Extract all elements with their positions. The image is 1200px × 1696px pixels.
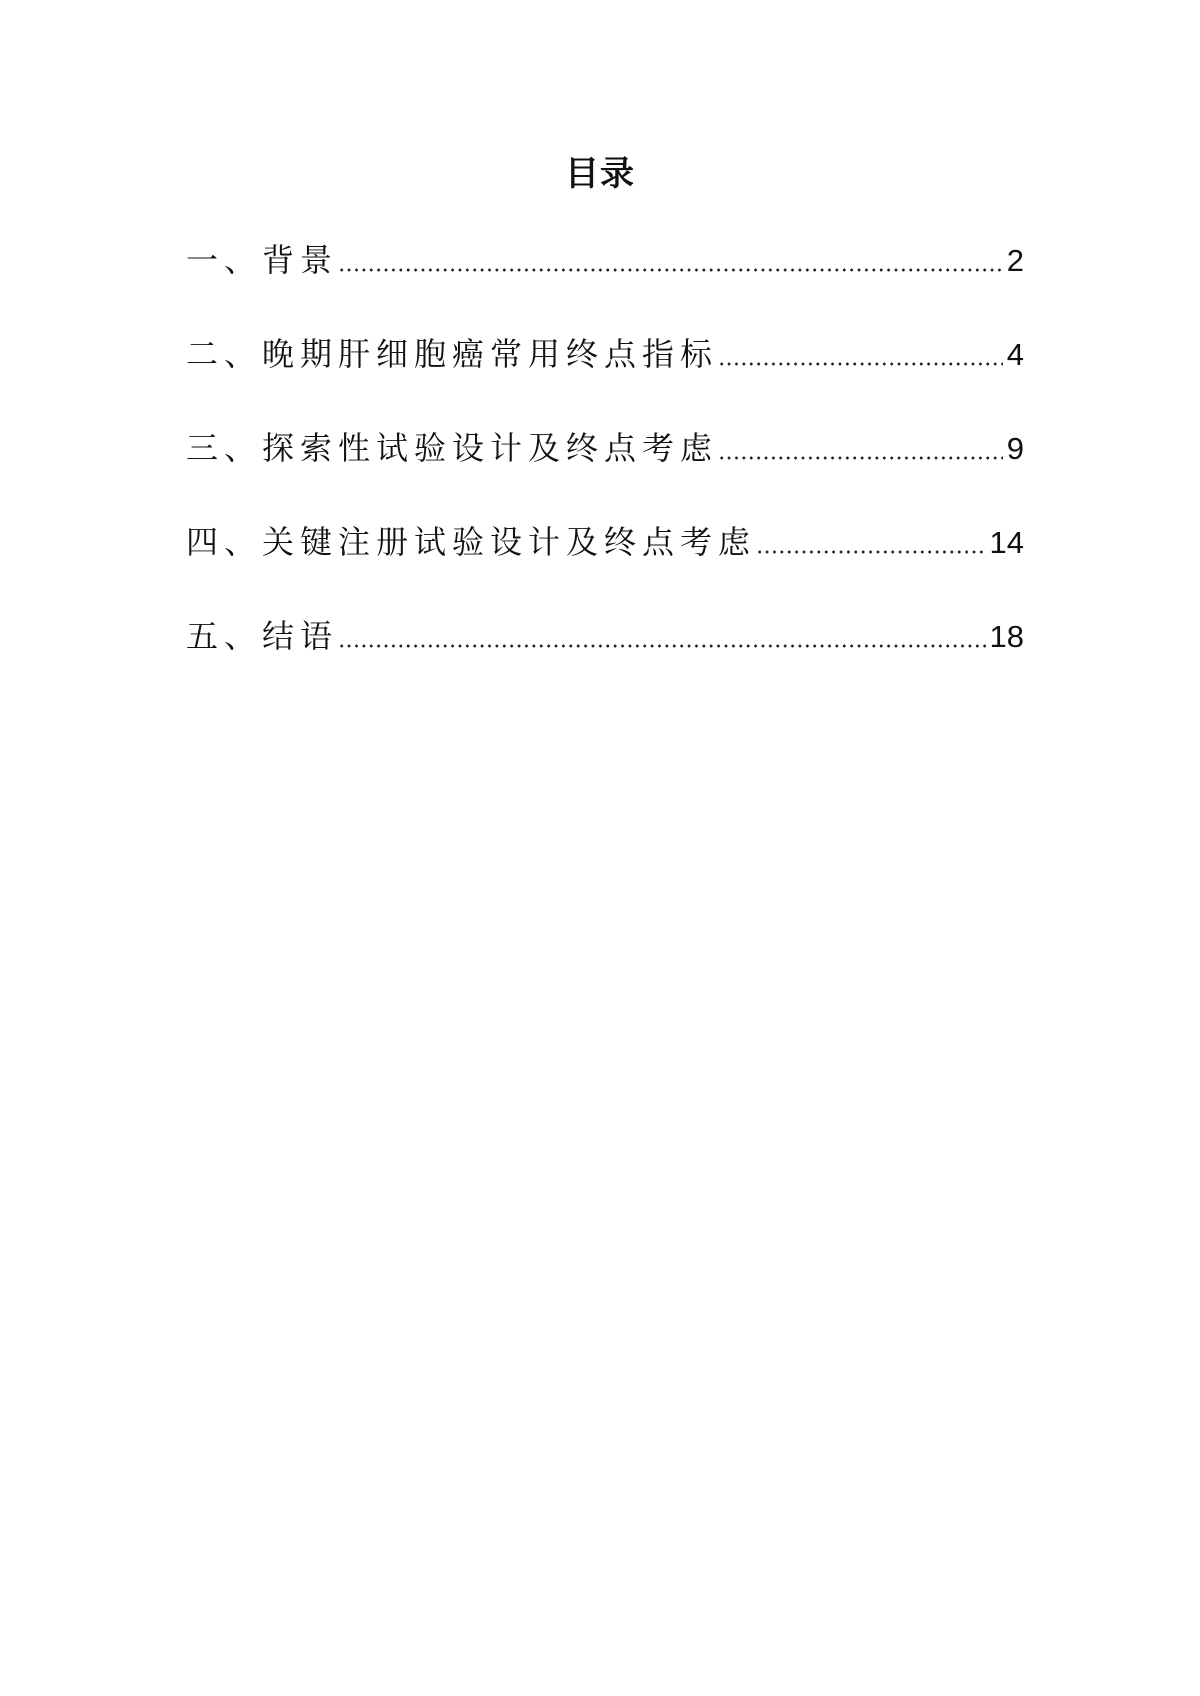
toc-entry-label: 五、结语 <box>186 617 339 655</box>
toc-title: 目录 <box>565 154 635 194</box>
toc-entry-background[interactable] <box>186 236 1024 284</box>
toc-entry-page-number: 4 <box>1006 337 1024 372</box>
toc-entry-pivotal-trials[interactable] <box>186 518 1024 566</box>
dot-leader <box>338 644 986 648</box>
dot-leader <box>338 268 1003 272</box>
toc-entry-label: 一、背景 <box>186 241 339 279</box>
toc-entry-label: 二、晚期肝细胞癌常用终点指标 <box>186 335 719 373</box>
toc-entry-label: 四、关键注册试验设计及终点考虑 <box>186 523 757 561</box>
toc-entry-page-number: 9 <box>1006 431 1024 466</box>
toc-entry-label: 三、探索性试验设计及终点考虑 <box>186 429 719 467</box>
toc-entry-endpoints[interactable] <box>186 330 1024 378</box>
dot-leader <box>756 550 986 554</box>
toc-entry-conclusion[interactable] <box>186 612 1024 660</box>
toc-entry-page-number: 14 <box>989 525 1024 560</box>
toc-entry-page-number: 2 <box>1006 243 1024 278</box>
toc-entry-exploratory-trials[interactable] <box>186 424 1024 472</box>
dot-leader <box>718 362 1003 366</box>
dot-leader <box>718 456 1003 460</box>
toc-entry-page-number: 18 <box>989 619 1024 654</box>
table-of-contents <box>186 236 1024 706</box>
